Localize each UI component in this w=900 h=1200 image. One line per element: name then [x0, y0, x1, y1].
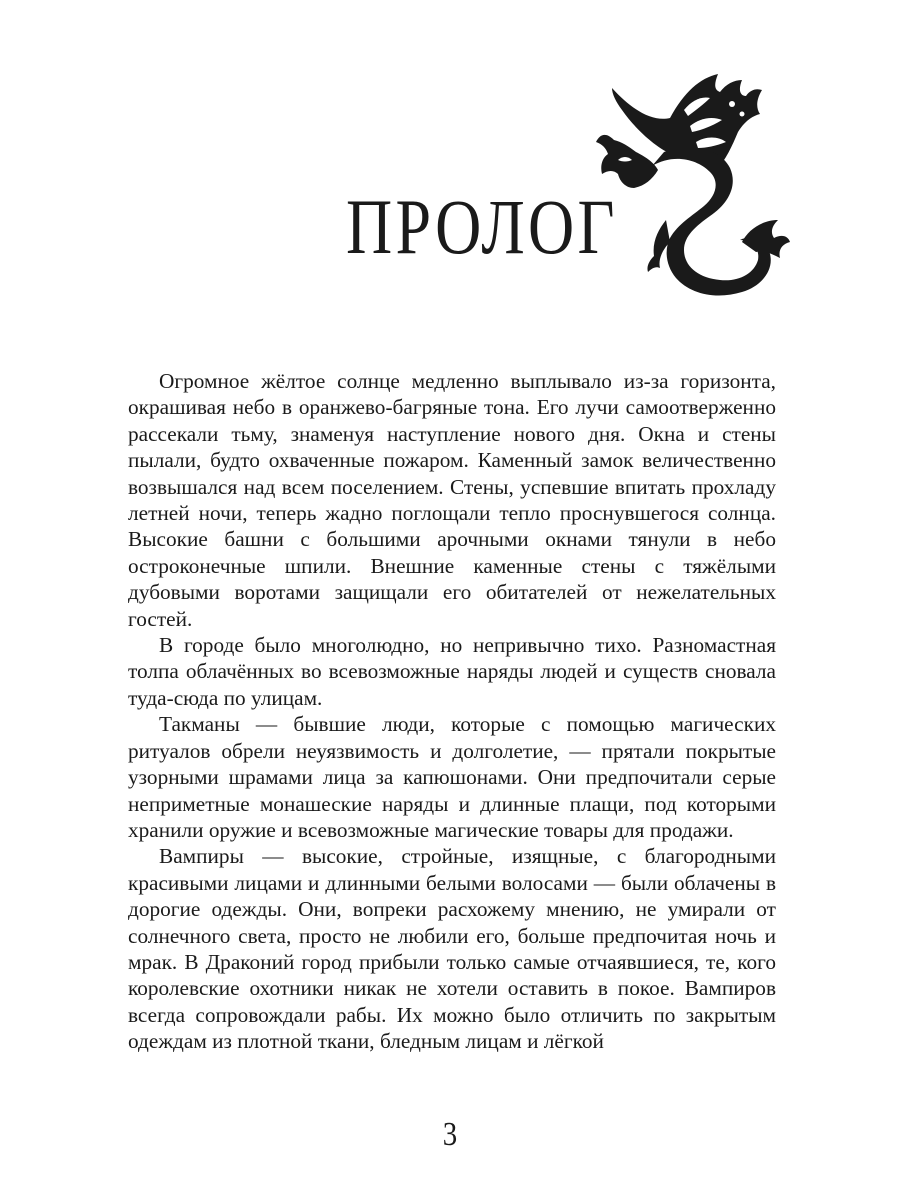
- paragraph: Огромное жёлтое солнце медленно выплывало из-за горизонта, окрашивая небо в оранжево-багряные тона. Его лучи самоотверженно рассекали тьму, знаменуя наступление нового дня. Окна и стены пылали, будто охваченные пожаром. Каменный замок величественно возвышался над всем поселением. Стены, успевшие впитать прохладу летней ночи, теперь жадно поглощали тепло проснувшегося солнца. Высокие башни с большими арочными окнами тянули в небо остроконечные шпили. Внешние каменные стены с тяжёлыми дубовыми воротами защищали его обитателей от нежелательных гостей.: [128, 369, 776, 631]
- dragon-claw: [647, 220, 670, 272]
- chapter-body: [128, 368, 776, 1055]
- dragon-body: [652, 147, 771, 295]
- paragraph: Вампиры — высокие, стройные, изящные, с благородными красивыми лицами и длинными белыми волосами — были облачены в дорогие одежды. Они, вопреки расхожему мнению, не умирали от солнечного света, просто не любили его, больше предпочитая ночь и мрак. В Драконий город прибыли только самые отчаявшиеся, те, кого королевские охотники никак не хотели оставить в покое. Вампиров всегда сопровождали рабы. Их можно было отличить по закрытым одеждам из плотной ткани, бледным лицам и лёгкой: [128, 844, 776, 1054]
- dragon-icon: [592, 70, 792, 330]
- paragraph: В городе было многолюдно, но непривычно тихо. Разномастная толпа облачённых во всевозможные наряды людей и существ сновала туда-сюда по улицам.: [128, 633, 776, 710]
- chapter-title: ПРОЛОГ: [346, 183, 618, 270]
- dragon-head: [596, 135, 658, 188]
- paragraph: Такманы — бывшие люди, которые с помощью магических ритуалов обрели неуязвимость и долголетие, — прятали покрытые узорными шрамами лица за капюшонами. Они предпочитали серые неприметные монашеские наряды и длинные плащи, под которыми хранили оружие и всевозможные магические товары для продажи.: [128, 712, 776, 842]
- page-number: 3: [442, 1116, 458, 1153]
